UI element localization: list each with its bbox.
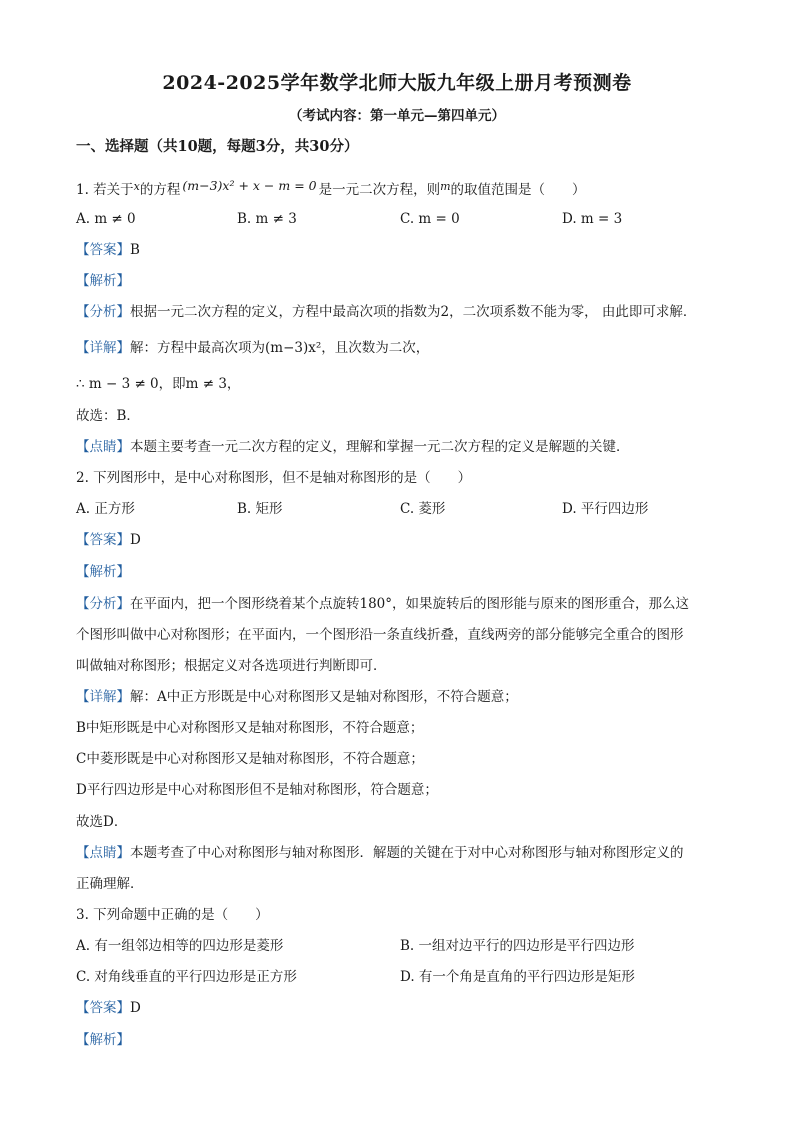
q3-stem: 3. 下列命题中正确的是（ ） xyxy=(76,907,269,923)
q2-xiangjie-tag: 【详解】 xyxy=(76,689,130,705)
q1-step1: ∴ m − 3 ≠ 0，即m ≠ 3， xyxy=(76,376,241,392)
q1-analysis-tag: 【解析】 xyxy=(76,273,130,289)
q1-equation: (m−3)x² + x − m = 0 xyxy=(182,178,317,193)
q2-option-c: C. 菱形 xyxy=(400,501,446,517)
q2-xiangjie-line-3: C中菱形既是中心对称图形又是轴对称图形，不符合题意； xyxy=(76,751,424,767)
q1-option-d: D. m = 3 xyxy=(562,211,623,227)
q1-stem-a: 1. 若关于 xyxy=(76,182,134,198)
q1-var-m: m xyxy=(440,180,451,193)
q3-option-c: C. 对角线垂直的平行四边形是正方形 xyxy=(76,969,297,985)
q1-stem-b: 的方程 xyxy=(139,182,181,198)
q1-option-b: B. m ≠ 3 xyxy=(237,211,297,227)
q2-xiangjie-1: 解：A中正方形既是中心对称图形又是轴对称图形，不符合题意； xyxy=(130,689,518,705)
q2-dianjing-line-2: 正确理解． xyxy=(76,876,144,892)
q3-answer-line xyxy=(76,998,141,1018)
q2-choose: 故选D． xyxy=(76,814,128,830)
q2-xiangjie-line-2: B中矩形既是中心对称图形又是轴对称图形，不符合题意； xyxy=(76,720,424,736)
q1-choose: 故选：B． xyxy=(76,408,140,424)
q2-dianjing-tag: 【点睛】 xyxy=(76,845,130,861)
q2-fenxi-line-1 xyxy=(76,594,689,614)
q3-option-d: D. 有一个角是直角的平行四边形是矩形 xyxy=(400,969,635,985)
q1-fenxi-line xyxy=(76,302,696,322)
q1-xiangjie-tag: 【详解】 xyxy=(76,340,130,356)
q2-answer-line xyxy=(76,530,141,550)
q3-answer: D xyxy=(130,1000,141,1016)
q2-option-d: D. 平行四边形 xyxy=(562,501,649,517)
q2-fenxi-line-2: 个图形叫做中心对称图形；在平面内，一个图形沿一条直线折叠，直线两旁的部分能够完全重合的图形 xyxy=(76,627,684,643)
q1-var-x: x xyxy=(133,180,140,193)
q1-answer-line xyxy=(76,240,140,260)
q2-answer-tag: 【答案】 xyxy=(76,532,130,548)
q1-fenxi: 根据一元二次方程的定义，方程中最高次项的指数为2，二次项系数不能为零， 由此即可求解． xyxy=(130,304,697,320)
q2-fenxi-line-3: 叫做轴对称图形；根据定义对各选项进行判断即可． xyxy=(76,658,387,674)
q1-fenxi-tag: 【分析】 xyxy=(76,304,130,320)
q1-answer: B xyxy=(130,242,140,258)
q3-option-b: B. 一组对边平行的四边形是平行四边形 xyxy=(400,938,635,954)
q2-xiangjie-line-4: D平行四边形是中心对称图形但不是轴对称图形，符合题意； xyxy=(76,782,438,798)
q1-stem xyxy=(76,176,586,200)
q2-dianjing-line-1 xyxy=(76,843,684,863)
q1-option-a: A. m ≠ 0 xyxy=(76,211,136,227)
section-heading: 一、选择题（共10题，每题3分，共30分） xyxy=(76,138,359,155)
q2-analysis-tag: 【解析】 xyxy=(76,564,130,580)
q3-answer-tag: 【答案】 xyxy=(76,1000,130,1016)
q1-xiangjie-line xyxy=(76,338,429,358)
q1-dianjing: 本题主要考查一元二次方程的定义，理解和掌握一元二次方程的定义是解题的关键． xyxy=(130,439,630,455)
q2-option-b: B. 矩形 xyxy=(237,501,283,517)
q2-fenxi-tag: 【分析】 xyxy=(76,596,130,612)
q2-fenxi-1: 在平面内，把一个图形绕着某个点旋转180°，如果旋转后的图形能与原来的图形重合，那么这 xyxy=(130,596,690,612)
q2-answer: D xyxy=(130,532,141,548)
q1-xiangjie: 解：方程中最高次项为(m−3)x²，且次数为二次， xyxy=(130,340,430,356)
q1-answer-tag: 【答案】 xyxy=(76,242,130,258)
doc-subtitle: （考试内容：第一单元—第四单元） xyxy=(289,108,505,124)
q2-option-a: A. 正方形 xyxy=(76,501,135,517)
q1-option-c: C. m = 0 xyxy=(400,211,460,227)
q2-stem: 2. 下列图形中，是中心对称图形，但不是轴对称图形的是（ ） xyxy=(76,470,472,486)
q3-option-a: A. 有一组邻边相等的四边形是菱形 xyxy=(76,938,284,954)
q1-dianjing-tag: 【点睛】 xyxy=(76,439,130,455)
q2-xiangjie-line-1 xyxy=(76,687,518,707)
q3-analysis-tag: 【解析】 xyxy=(76,1032,130,1048)
q1-dianjing-line xyxy=(76,437,630,457)
q1-stem-c: 是一元二次方程，则 xyxy=(318,182,441,198)
q2-dianjing-1: 本题考查了中心对称图形与轴对称图形．解题的关键在于对中心对称图形与轴对称图形定义的 xyxy=(130,845,684,861)
q1-stem-d: 的取值范围是（ ） xyxy=(450,182,586,198)
doc-title: 2024-2025学年数学北师大版九年级上册月考预测卷 xyxy=(162,72,632,94)
